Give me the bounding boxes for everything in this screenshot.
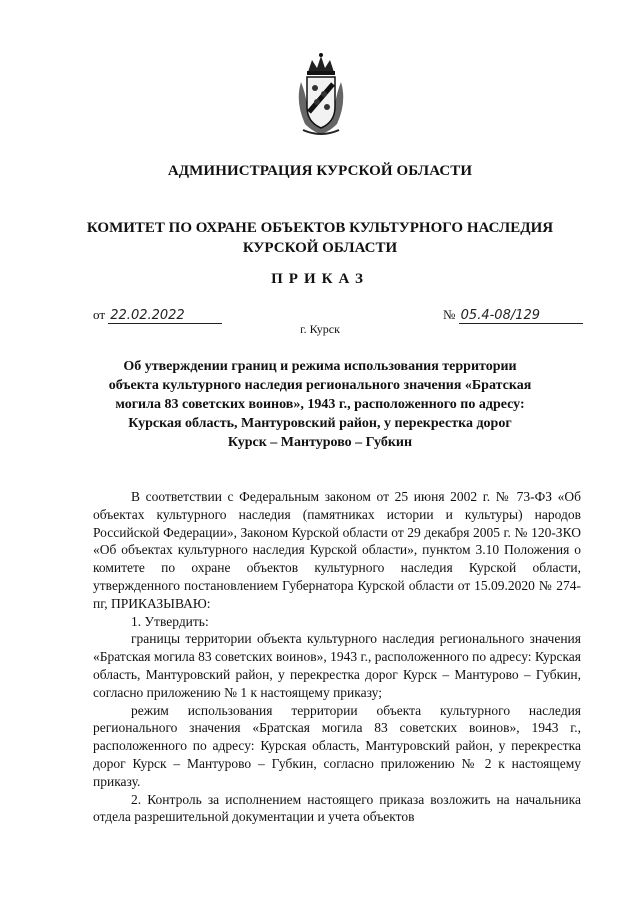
- subject-line: объекта культурного наследия регионального значения «Братская: [108, 378, 532, 393]
- body-paragraph: режим использования территории объекта культурного наследия регионального значения «Братская могила 83 советских воинов», 1943 г., расположенного по адресу: Курская область, Мантуровский район, у перекрестка дорог Курск – Мантурово – Губкин, согласно приложению № 2 к настоящему приказу.: [93, 702, 581, 789]
- subject-line: могила 83 советских воинов», 1943 г., расположенного по адресу:: [115, 397, 525, 412]
- subject-line: Курская область, Мантуровский район, у перекрестка дорог: [128, 416, 512, 431]
- number-field: [443, 307, 583, 324]
- body-paragraph: 2. Контроль за исполнением настоящего приказа возложить на начальника отдела разрешительной документации и учета объектов: [93, 791, 581, 825]
- date-field: [93, 307, 222, 324]
- committee-heading-line1: КОМИТЕТ ПО ОХРАНЕ ОБЪЕКТОВ КУЛЬТУРНОГО НАСЛЕДИЯ: [86, 220, 554, 236]
- subject-line: Об утверждении границ и режима использования территории: [123, 359, 517, 374]
- administration-heading: АДМИНИСТРАЦИЯ КУРСКОЙ ОБЛАСТИ: [167, 163, 473, 179]
- subject-line: Курск – Мантурово – Губкин: [227, 435, 413, 450]
- city-label: г. Курск: [300, 322, 340, 336]
- handwritten-number: 05.4-08/129: [459, 308, 583, 324]
- committee-heading: [60, 218, 580, 258]
- body-paragraph: 1. Утвердить:: [131, 613, 209, 629]
- order-body: [93, 488, 581, 826]
- number-prefix: №: [443, 307, 456, 322]
- date-prefix: от: [93, 307, 106, 322]
- order-subject: [85, 357, 555, 452]
- handwritten-date: 22.02.2022: [108, 308, 222, 324]
- body-paragraph: границы территории объекта культурного наследия регионального значения «Братская могила 83 советских воинов», 1943 г., расположенного по адресу: Курская область, Мантуровский район, у перекрестка дорог Курск – Мантурово – Губкин, согласно приложению № 1 к настоящему приказу;: [93, 631, 581, 700]
- body-paragraph: В соответствии с Федеральным законом от 25 июня 2002 г. № 73-ФЗ «Об объектах культурного наследия (памятниках истории и культуры) народов Российской Федерации», Законом Курской области от 29 декабря 2005 г. № 120-ЗКО «Об объектах культурного наследия Курской области», пунктом 3.10 Положения о комитете по охране объектов культурного наследия Курской области, утвержденного постановлением Губернатора Курской области от 15.09.2020 № 274-пг, ПРИКАЗЫВАЮ:: [93, 489, 581, 611]
- committee-heading-line2: КУРСКОЙ ОБЛАСТИ: [242, 240, 398, 256]
- coat-of-arms-emblem: [291, 52, 351, 138]
- document-type: ПРИКАЗ: [271, 271, 369, 287]
